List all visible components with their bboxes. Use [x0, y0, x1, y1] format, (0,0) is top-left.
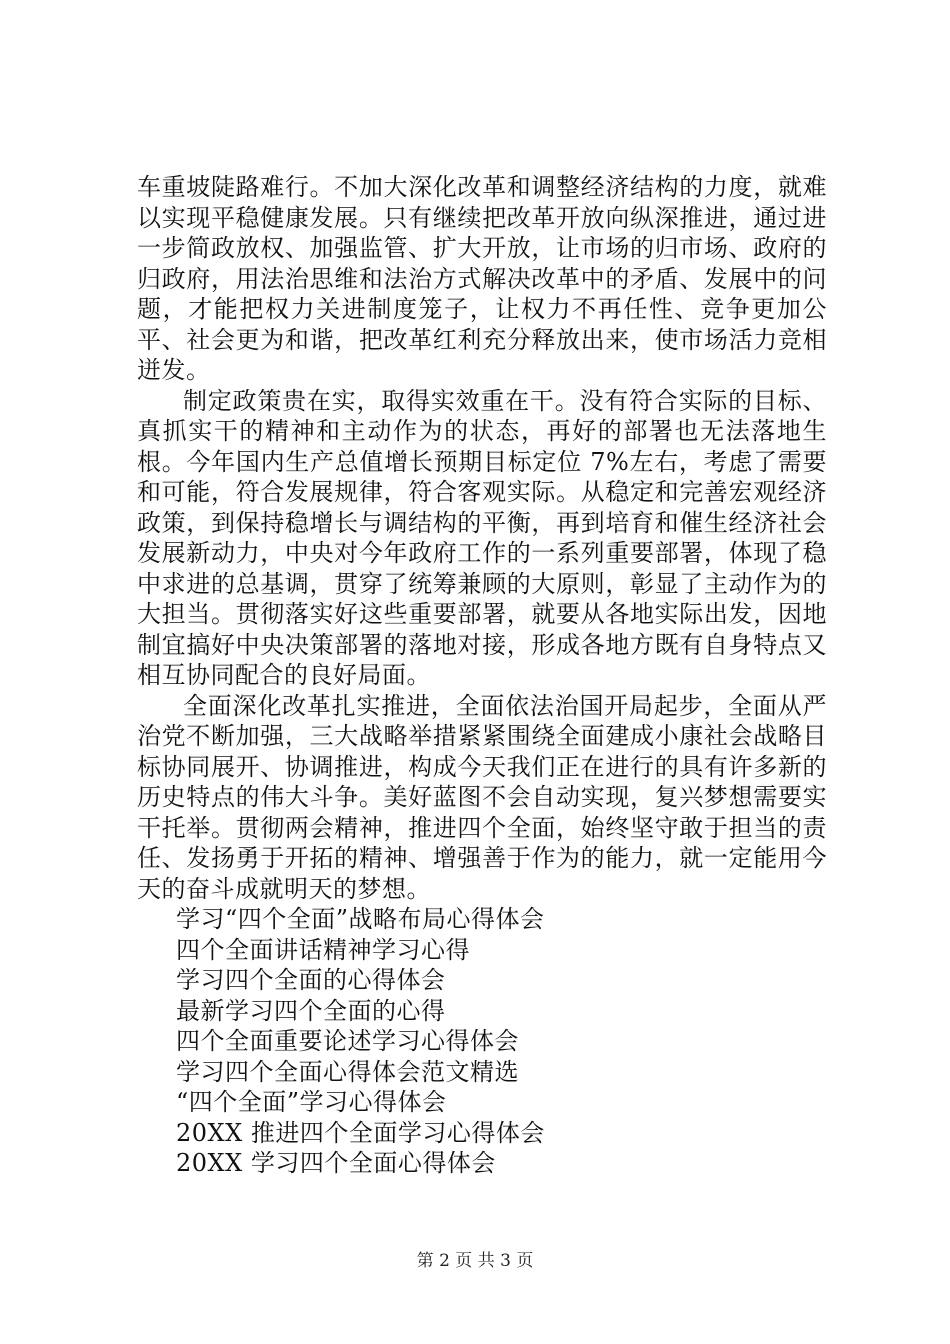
related-title-item: 20XX 推进四个全面学习心得体会 [176, 1118, 545, 1147]
page-number-footer: 第 2 页 共 3 页 [416, 1251, 534, 1271]
related-titles-list [137, 904, 827, 1179]
paragraph-continuation: 车重坡陡路难行。不加大深化改革和调整经济结构的力度，就难以实现平稳健康发展。只有继续把改革开放向纵深推进，通过进一步简政放权、加强监管、扩大开放，让市场的归市场、政府的归政府，用法治思维和法治方式解决改革中的矛盾、发展中的问题，才能把权力关进制度笼子，让权力不再任性、竞争更加公平、社会更为和谐，把改革红利充分释放出来，使市场活力竞相迸发。 [137, 173, 827, 384]
paragraph-four-comprehensives: 全面深化改革扎实推进，全面依法治国开局起步，全面从严治党不断加强，三大战略举措紧紧围绕全面建成小康社会战略目标协同展开、协调推进，构成今天我们正在进行的具有许多新的历史特点的伟大斗争。美好蓝图不会自动实现，复兴梦想需要实干托举。贯彻两会精神，推进四个全面，始终坚守敢于担当的责任、发扬勇于开拓的精神、增强善于作为的能力，就一定能用今天的奋斗成就明天的梦想。 [137, 691, 827, 903]
related-title-item: “四个全面”学习心得体会 [176, 1088, 447, 1116]
related-title-item: 四个全面重要论述学习心得体会 [176, 1027, 519, 1055]
document-body [137, 172, 827, 1179]
related-title-item: 20XX 学习四个全面心得体会 [176, 1149, 496, 1177]
related-title-item: 学习四个全面心得体会范文精选 [176, 1057, 519, 1086]
related-title-item: 学习四个全面的心得体会 [176, 966, 446, 994]
related-title-item: 最新学习四个全面的心得 [176, 996, 446, 1025]
related-title-item: 四个全面讲话精神学习心得 [176, 935, 470, 964]
related-title-item: 学习“四个全面”战略布局心得体会 [176, 905, 545, 933]
paragraph-policy: 制定政策贵在实，取得实效重在干。没有符合实际的目标、真抓实干的精神和主动作为的状态，再好的部署也无法落地生根。今年国内生产总值增长预期目标定位 7%左右，考虑了需要和可能，符合发展规律，符合客观实际。从稳定和完善宏观经济政策，到保持稳增长与调结构的平衡，再到培育和催生经济社会发展新动力，中央对今年政府工作的一系列重要部署，体现了稳中求进的总基调，贯穿了统筹兼顾的大原则，彰显了主动作为的大担当。贯彻落实好这些重要部署，就要从各地实际出发，因地制宜搞好中央决策部署的落地对接，形成各地方既有自身特点又相互协同配合的良好局面。 [137, 386, 827, 689]
